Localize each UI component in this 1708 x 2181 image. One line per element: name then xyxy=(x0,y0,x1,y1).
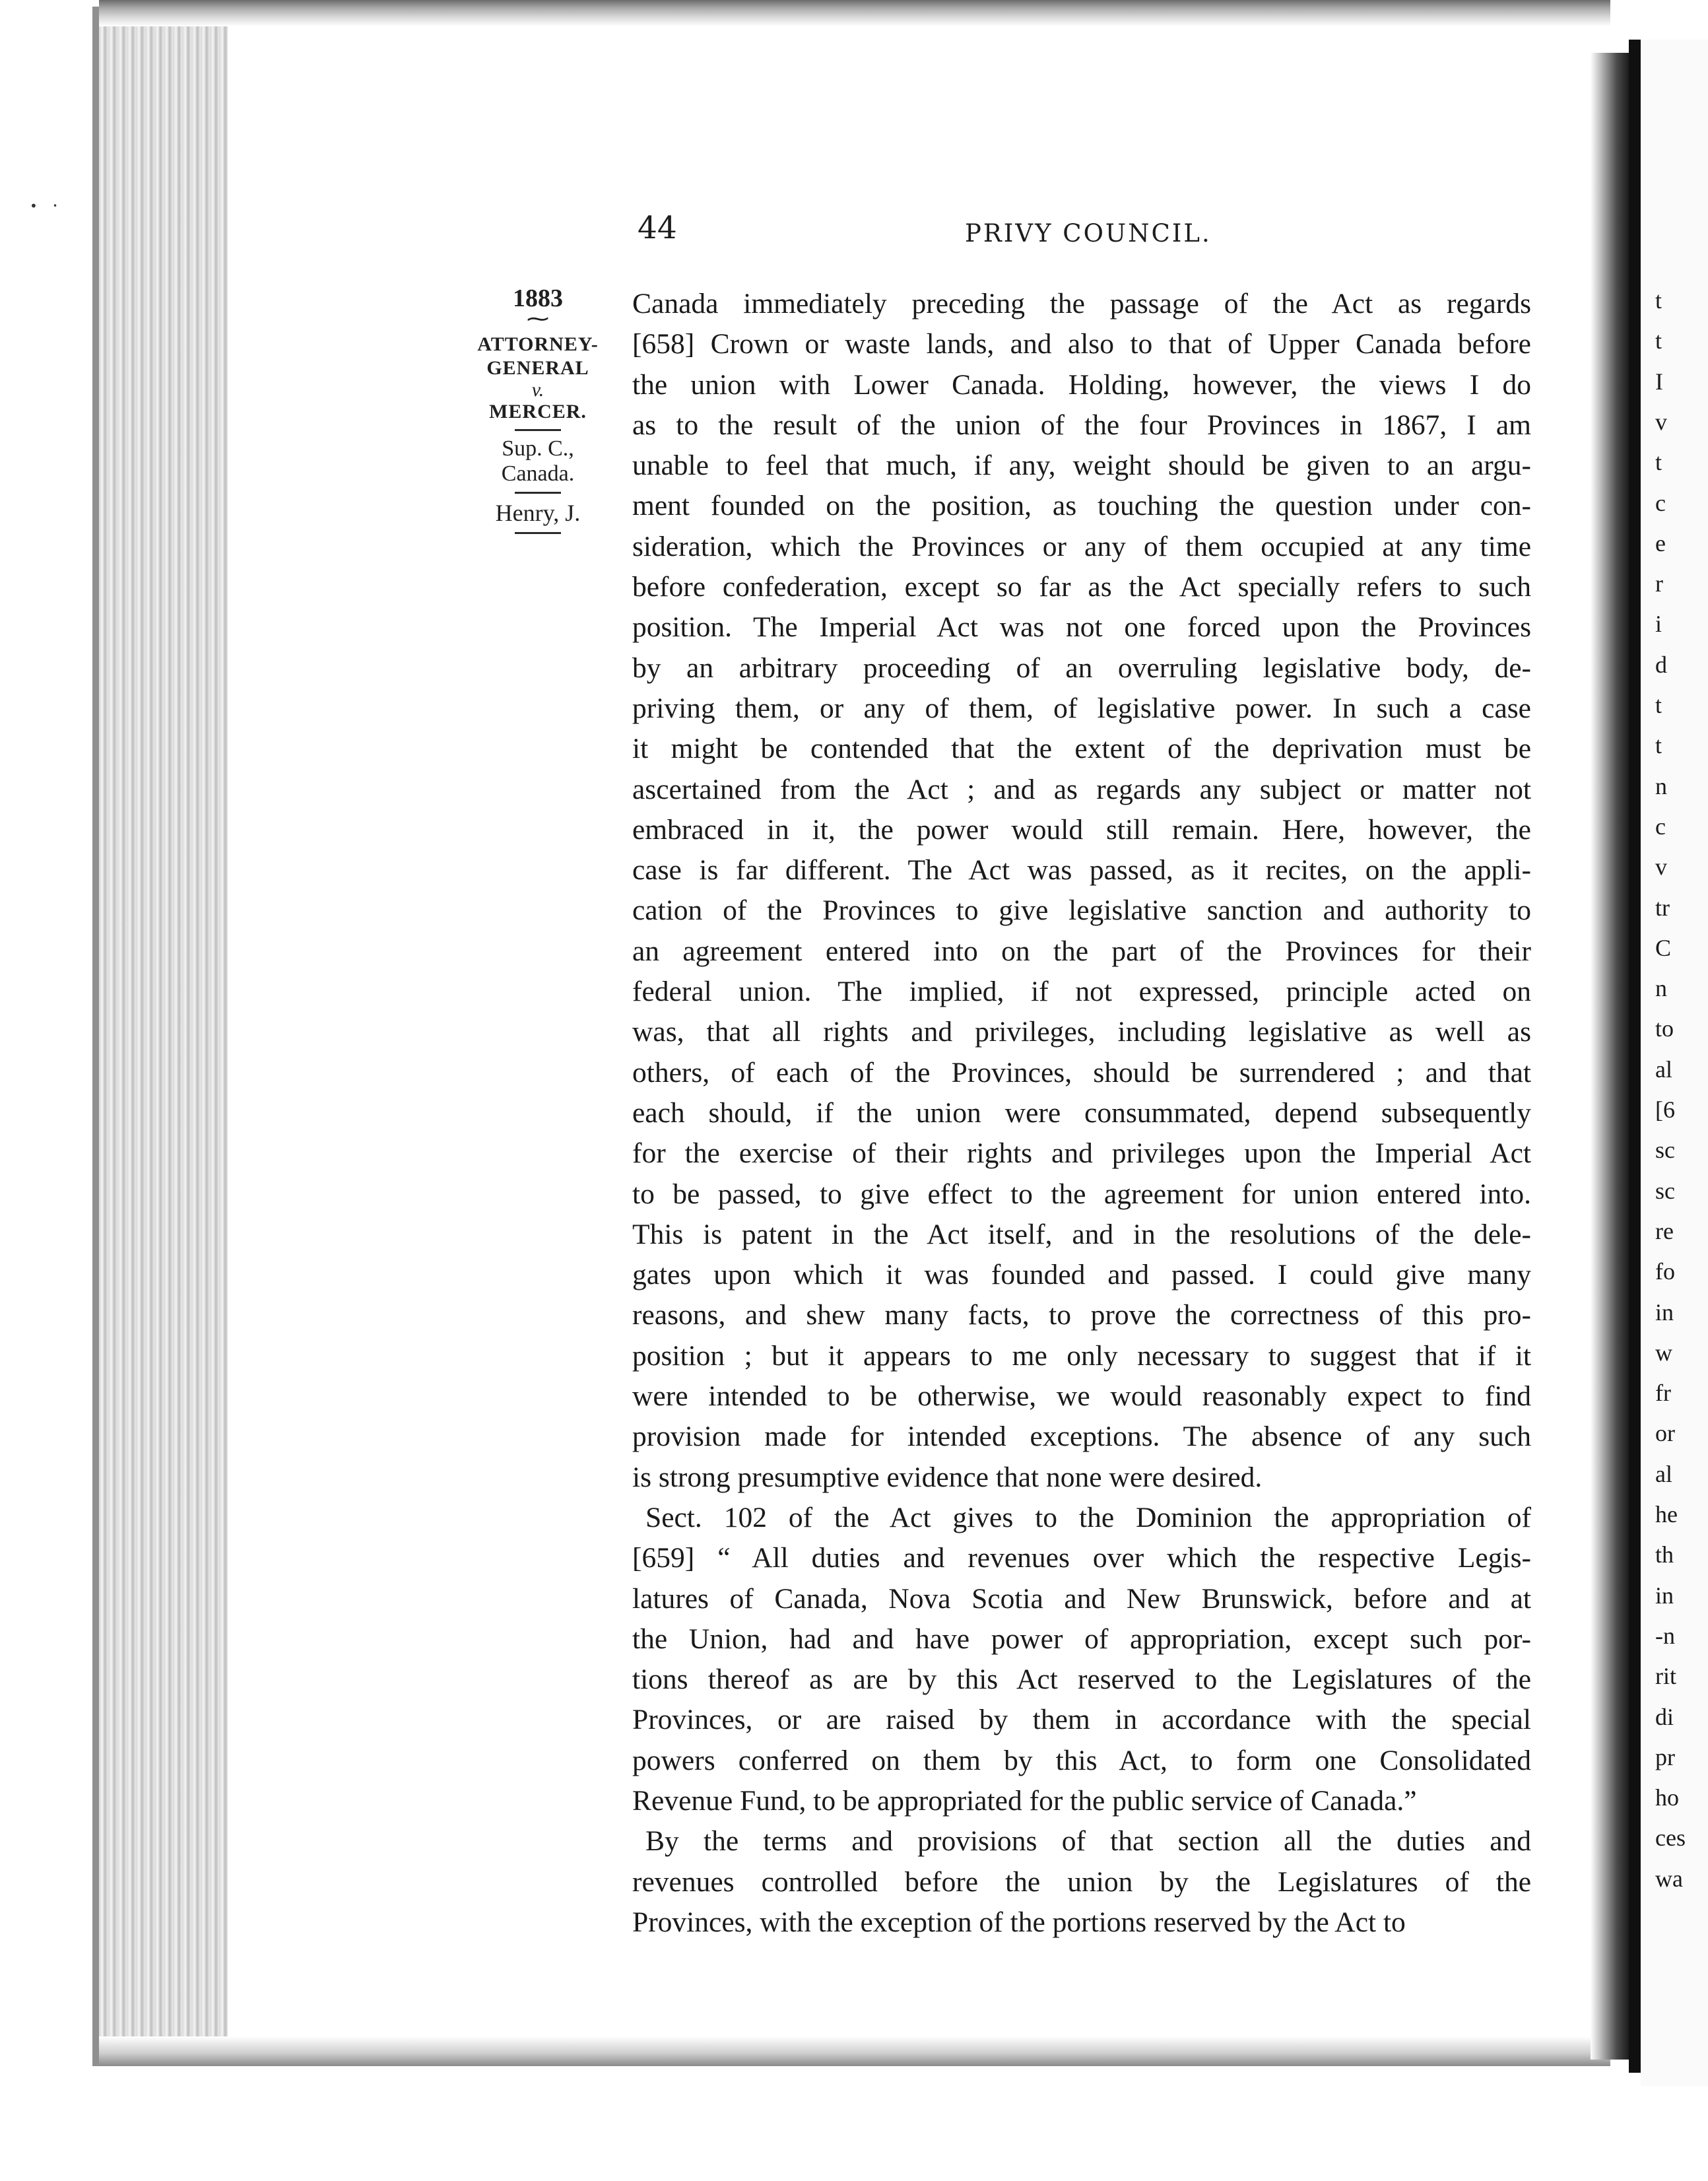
text-line: unable to feel that much, if any, weight should be given to an argu- xyxy=(632,450,1531,482)
margin-year: 1883 xyxy=(513,285,563,312)
facing-page-fragment: sc xyxy=(1655,1177,1675,1204)
margin-judge: Henry, J. xyxy=(495,500,581,526)
facing-page-fragment: c xyxy=(1655,489,1666,516)
text-line: gates upon which it was founded and passed. I could give many xyxy=(632,1259,1531,1291)
facing-page-fragment: pr xyxy=(1655,1743,1675,1770)
facing-page-fragment: c xyxy=(1655,813,1666,840)
facing-page-fragment: n xyxy=(1655,772,1667,799)
top-page-edge xyxy=(99,0,1610,26)
facing-page-fragment: ces xyxy=(1655,1825,1686,1852)
text-line: embraced in it, the power would still remain. Here, however, the xyxy=(632,813,1531,846)
facing-page-fragment: he xyxy=(1655,1501,1678,1527)
text-line: others, of each of the Provinces, should be surrendered ; and that xyxy=(632,1056,1531,1089)
text-line: sideration, which the Provinces or any of them occupied at any time xyxy=(632,530,1531,562)
facing-page-fragment: or xyxy=(1655,1420,1675,1447)
page-number: 44 xyxy=(638,210,677,246)
book-gutter xyxy=(1591,53,1630,2060)
facing-page-fragment: t xyxy=(1655,692,1662,718)
scan-speck: • xyxy=(53,201,58,211)
facing-page-fragment: C xyxy=(1655,934,1672,961)
text-line: position ; but it appears to me only necessary to suggest that if it xyxy=(632,1339,1531,1372)
text-line: Sect. 102 of the Act gives to the Dominion the appropriation of xyxy=(645,1501,1531,1533)
facing-page-fragment: r xyxy=(1655,570,1663,597)
facing-page-fragment: fo xyxy=(1655,1258,1675,1285)
text-line: were intended to be otherwise, we would reasonably expect to find xyxy=(632,1380,1531,1413)
facing-page-fragment: -n xyxy=(1655,1622,1675,1649)
facing-page-fragment: al xyxy=(1655,1460,1672,1487)
margin-case-line2: GENERAL xyxy=(486,357,589,379)
text-line: to be passed, to give effect to the agreement for union entered into. xyxy=(632,1178,1531,1210)
facing-page-fragment: t xyxy=(1655,327,1662,354)
scan-speck: • xyxy=(30,198,38,214)
text-line: for the exercise of their rights and privileges upon the Imperial Act xyxy=(632,1137,1531,1170)
margin-rule xyxy=(515,492,561,494)
text-line: the Union, had and have power of appropriation, except such por- xyxy=(632,1623,1531,1655)
facing-page-fragment: v xyxy=(1655,854,1667,881)
facing-page-fragment: e xyxy=(1655,529,1666,556)
facing-page-fragment: in xyxy=(1655,1582,1674,1609)
facing-page-fragment: v xyxy=(1655,408,1667,435)
text-line: This is patent in the Act itself, and in the resolutions of the dele- xyxy=(632,1218,1531,1250)
text-line: ascertained from the Act ; and as regards any subject or matter not xyxy=(632,773,1531,805)
text-line: Provinces, or are raised by them in accordance with the special xyxy=(632,1704,1531,1736)
facing-page-fragment: to xyxy=(1655,1015,1674,1042)
facing-page-fragment: i xyxy=(1655,611,1662,638)
text-line: the union with Lower Canada. Holding, however, the views I do xyxy=(632,368,1531,401)
body-text xyxy=(632,284,1531,1943)
text-line: revenues controlled before the union by the Legislatures of the xyxy=(632,1865,1531,1898)
paragraph-1 xyxy=(632,284,1531,1498)
facing-page-fragment: di xyxy=(1655,1703,1674,1730)
facing-page-fragment: n xyxy=(1655,975,1667,1002)
margin-court-line1: Sup. C., xyxy=(502,436,574,461)
text-line: an agreement entered into on the part of the Provinces for their xyxy=(632,935,1531,967)
facing-page-fragment: I xyxy=(1655,368,1663,395)
margin-versus: v. xyxy=(531,379,544,401)
page-stack-left xyxy=(99,7,244,2066)
facing-page-fragment: ho xyxy=(1655,1784,1679,1811)
facing-page-fragment: al xyxy=(1655,1056,1672,1083)
running-title: PRIVY COUNCIL. xyxy=(965,219,1212,248)
text-line: it might be contended that the extent of the deprivation must be xyxy=(632,733,1531,765)
text-line: case is far different. The Act was passed, as it recites, on the appli- xyxy=(632,854,1531,887)
facing-page-fragment: w xyxy=(1655,1339,1672,1366)
text-line: provision made for intended exceptions. The absence of any such xyxy=(632,1421,1531,1453)
text-line: by an arbitrary proceeding of an overruling legislative body, de- xyxy=(632,652,1531,684)
text-line: priving them, or any of them, of legislative power. In such a case xyxy=(632,692,1531,724)
facing-page-fragment: tr xyxy=(1655,894,1670,921)
text-line: each should, if the union were consummated, depend subsequently xyxy=(632,1096,1531,1129)
text-line: Revenue Fund, to be appropriated for the public service of Canada.” xyxy=(632,1784,1417,1817)
text-line: reasons, and shew many facts, to prove the correctness of this pro- xyxy=(632,1299,1531,1331)
text-line: latures of Canada, Nova Scotia and New Brunswick, before and at xyxy=(632,1582,1531,1615)
paragraph-2 xyxy=(632,1498,1531,1821)
text-line: By the terms and provisions of that section all the duties and xyxy=(645,1825,1531,1858)
text-line: [658] Crown or waste lands, and also to that of Upper Canada before xyxy=(632,328,1531,360)
text-line: ment founded on the position, as touching the question under con- xyxy=(632,490,1531,522)
book-gutter-dark xyxy=(1629,40,1641,2073)
bottom-page-edge xyxy=(99,2036,1610,2066)
text-line: federal union. The implied, if not expressed, principle acted on xyxy=(632,976,1531,1008)
margin-case-line3: MERCER. xyxy=(489,401,587,422)
text-line: is strong presumptive evidence that none were desired. xyxy=(632,1461,1263,1493)
text-line: was, that all rights and privileges, including legislative as well as xyxy=(632,1016,1531,1048)
facing-page-fragment: t xyxy=(1655,287,1662,314)
facing-page-fragment: [6 xyxy=(1655,1096,1675,1123)
paragraph-3 xyxy=(632,1821,1531,1943)
text-line: [659] “ All duties and revenues over which the respective Legis- xyxy=(632,1542,1531,1574)
margin-rule xyxy=(515,532,561,534)
facing-page-fragment: wa xyxy=(1655,1865,1683,1892)
facing-page-fragment: t xyxy=(1655,732,1662,759)
text-line: as to the result of the union of the four Provinces in 1867, I am xyxy=(632,409,1531,441)
margin-court-line2: Canada. xyxy=(501,461,575,486)
text-line: cation of the Provinces to give legislative sanction and authority to xyxy=(632,894,1531,927)
margin-case-line1: ATTORNEY- xyxy=(477,333,599,355)
margin-rule xyxy=(515,429,561,431)
text-line: Provinces, with the exception of the portions reserved by the Act to xyxy=(632,1906,1406,1938)
text-line: before confederation, except so far as the Act specially refers to such xyxy=(632,571,1531,603)
facing-page-fragment: re xyxy=(1655,1217,1674,1244)
margin-note xyxy=(469,284,607,539)
text-line: powers conferred on them by this Act, to form one Consolidated xyxy=(632,1744,1531,1776)
margin-swash-ornament: ⁓ xyxy=(527,307,549,331)
facing-page-fragment: sc xyxy=(1655,1137,1675,1164)
text-line: position. The Imperial Act was not one forced upon the Provinces xyxy=(632,611,1531,644)
facing-page-fragment: fr xyxy=(1655,1380,1671,1407)
facing-page-fragment: rit xyxy=(1655,1663,1676,1690)
facing-page-fragment: d xyxy=(1655,651,1667,678)
facing-page-fragment: in xyxy=(1655,1298,1674,1325)
text-line: tions thereof as are by this Act reserved to the Legislatures of the xyxy=(632,1663,1531,1696)
facing-page-fragment: t xyxy=(1655,449,1662,476)
text-line: Canada immediately preceding the passage of the Act as regards xyxy=(632,288,1531,319)
facing-page-fragment: th xyxy=(1655,1541,1674,1568)
